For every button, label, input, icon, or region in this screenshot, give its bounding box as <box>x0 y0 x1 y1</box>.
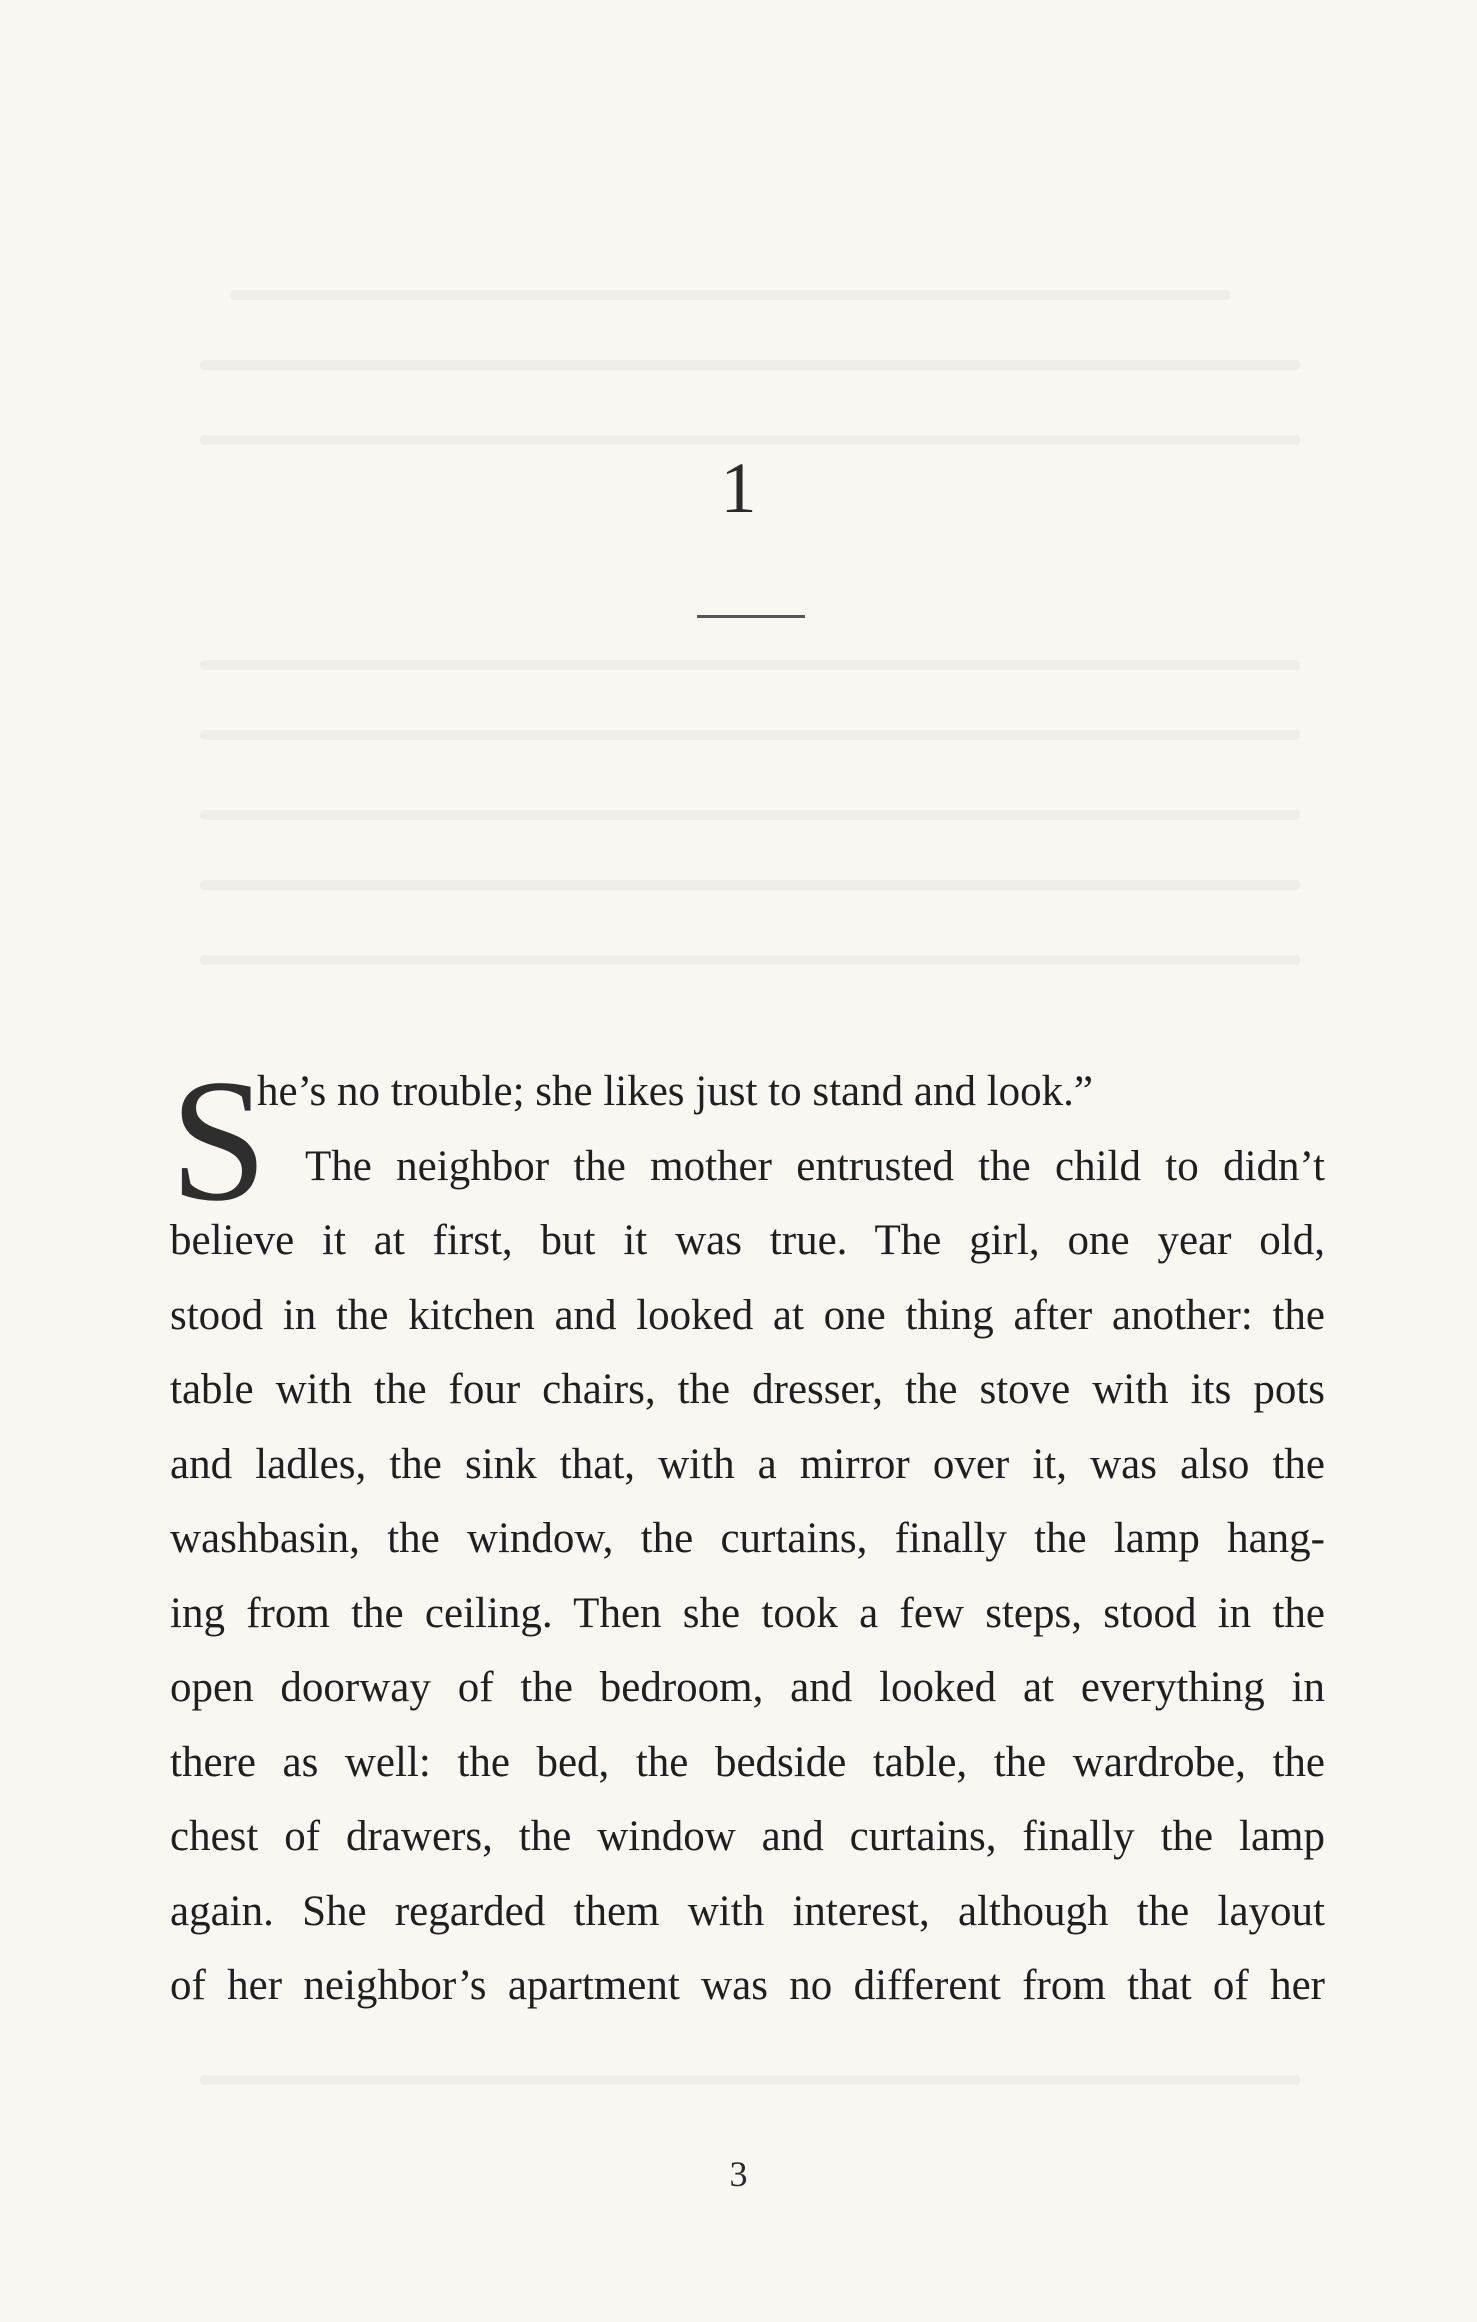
text-line: and ladles, the sink that, with a mirror over it, was also the <box>170 1440 1325 1488</box>
text-line: again. She regarded them with interest, although the layout <box>170 1887 1325 1935</box>
bleed-through-mark <box>200 810 1300 820</box>
drop-cap: S <box>170 1043 268 1237</box>
text-line: washbasin, the window, the curtains, finally the lamp hang- <box>170 1515 1325 1562</box>
text-line: of her neighbor’s apartment was no different from that of her <box>170 1962 1325 2009</box>
text-line: stood in the kitchen and looked at one thing after another: the <box>170 1291 1325 1339</box>
chapter-number: 1 <box>720 448 757 528</box>
body-paragraph <box>170 1043 1325 2024</box>
text-line: table with the four chairs, the dresser, the stove with its pots <box>170 1366 1325 1413</box>
bleed-through-mark <box>200 880 1300 890</box>
text-line: he’s no trouble; she likes just to stand and look.” <box>257 1068 1094 1115</box>
text-line: there as well: the bed, the bedside table, the wardrobe, the <box>170 1738 1325 1786</box>
bleed-through-mark <box>200 955 1300 965</box>
text-line: open doorway of the bedroom, and looked at everything in <box>170 1664 1325 1711</box>
bleed-through-mark <box>200 660 1300 670</box>
bleed-through-mark <box>200 435 1300 445</box>
text-line: chest of drawers, the window and curtains, finally the lamp <box>170 1813 1325 1860</box>
text-line: The neighbor the mother entrusted the child to didn’t <box>305 1142 1325 1190</box>
chapter-rule <box>697 615 805 618</box>
bleed-through-mark <box>200 2075 1300 2085</box>
bleed-through-mark <box>200 360 1300 370</box>
page-number: 3 <box>729 2154 748 2194</box>
text-line: believe it at first, but it was true. The girl, one year old, <box>170 1217 1325 1264</box>
bleed-through-mark <box>200 730 1300 740</box>
bleed-through-mark <box>230 290 1230 300</box>
text-line: ing from the ceiling. Then she took a few steps, stood in the <box>170 1589 1325 1637</box>
